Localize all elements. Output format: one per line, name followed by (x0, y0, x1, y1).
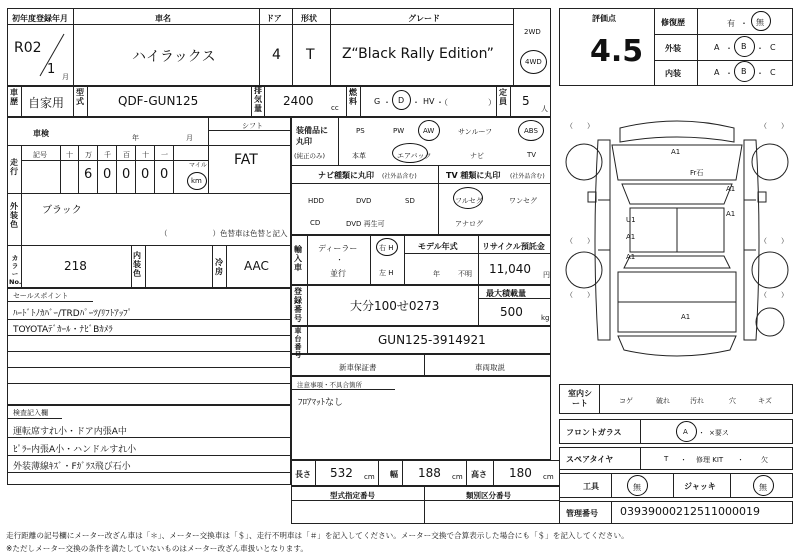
capacity: 5 (522, 94, 530, 108)
new-car-warranty: 新車保証書 (339, 363, 377, 372)
navi-title: ナビ種類に丸印 (318, 171, 374, 180)
width-cm: cm (452, 473, 463, 481)
displacement: 2400 (283, 94, 314, 108)
fuel-hv: HV (423, 97, 435, 106)
equip-aw: AW (423, 127, 435, 135)
color-no-label: カラーNo. (9, 254, 22, 286)
windshield-x: ×要ス (709, 429, 729, 437)
category: 自家用 (28, 96, 65, 110)
repair-no: 無 (756, 18, 764, 27)
color-label: 外装色 (10, 202, 18, 229)
shape: T (306, 47, 315, 63)
inspection-month: 月 (186, 134, 193, 142)
diagram-mark-6: A1 (681, 313, 691, 321)
digit-5: 0 (160, 167, 169, 182)
model-year-unit: 年 (433, 270, 440, 278)
unit-ichi: 一 (161, 151, 168, 159)
first-reg-label: 初年度登録年月 (12, 14, 68, 23)
windshield-a: A (683, 428, 688, 436)
model-label: 型式 (76, 88, 84, 106)
tv-title: TV 種類に丸印 (446, 171, 501, 180)
registration-value: 大分100せ0273 (350, 299, 440, 313)
width-label: 幅 (390, 470, 398, 479)
equip-navi: ナビ (470, 152, 484, 160)
recycle-value: 11,040 (489, 262, 531, 276)
repair-yes: 有 (727, 19, 735, 28)
diagram-bracket-tl: （ ） (566, 122, 594, 130)
seat-yogore: 汚れ (690, 397, 704, 405)
model-year-unknown: 不明 (458, 270, 472, 278)
mileage-symbol-label: 記号 (33, 151, 47, 159)
chassis-label: 車台番号 (294, 327, 302, 359)
grade-label: グレード (408, 14, 440, 23)
ext-b: B (741, 42, 747, 51)
equipment-label: 装備品に丸印 (296, 126, 328, 146)
color-value: ブラック (42, 205, 82, 216)
mgmt-label: 管理番号 (566, 509, 598, 518)
navi-title-sub: (社外品含む) (382, 173, 417, 180)
width-value: 188 (418, 466, 441, 480)
diagram-mark-fr: Fr石 (690, 169, 704, 177)
unit-ju2: 十 (142, 151, 149, 159)
fuel-dot2: ・ (412, 98, 420, 107)
spare-dot: ・ (680, 456, 687, 464)
digit-3: 0 (122, 167, 131, 182)
kg-unit: kg (541, 314, 550, 322)
diagram-bracket-br: （ ） (760, 291, 788, 299)
spare-none: 欠 (761, 456, 768, 464)
int-a: A (714, 68, 720, 77)
unit-sen: 千 (104, 151, 111, 159)
drive-2wd: 2WD (524, 28, 541, 36)
diagram-bracket-ml: （ ） (566, 237, 594, 245)
month-unit: 月 (62, 73, 69, 81)
int-dot2: ・ (756, 69, 764, 78)
type-no-label: 型式指定番号 (330, 491, 375, 500)
yen-unit: 円 (543, 271, 550, 279)
tools-value: 無 (633, 483, 641, 492)
length-label: 長さ (295, 470, 311, 479)
car-name-label: 車名 (155, 14, 171, 23)
repair-label: 修復歴 (661, 18, 685, 27)
diagram-bracket-mr: （ ） (760, 237, 788, 245)
import-dot: ・ (336, 256, 343, 264)
import-left-h: 左 H (379, 269, 394, 277)
recycle-label: リサイクル預託金 (482, 242, 545, 251)
length-value: 532 (330, 466, 353, 480)
digit-1: 6 (84, 167, 93, 182)
warranty-block (291, 354, 551, 376)
import-dealer: ディーラー (318, 244, 358, 253)
equip-pw: PW (393, 127, 405, 135)
int-c: C (770, 68, 776, 77)
color-no: 218 (64, 259, 87, 273)
repair-dot: ・ (740, 19, 748, 28)
spare-repair-kit: 修理 KIT (696, 456, 724, 464)
registration-label: 登録番号 (294, 287, 302, 323)
windshield-label: フロントガラス (566, 428, 622, 437)
model: QDF-GUN125 (118, 94, 199, 108)
diagram-mark-1: A1 (671, 148, 681, 156)
diagram-mark-3: A1 (726, 210, 736, 218)
first-reg-era: R02 (14, 40, 42, 56)
equipment-sub: (純正のみ) (294, 152, 326, 160)
score-label: 評価点 (592, 14, 616, 23)
inspector-title: 検査記入欄 (13, 409, 48, 417)
max-load: 500 (500, 305, 523, 319)
import-right-h: 右 H (379, 244, 394, 252)
shape-label: 形状 (301, 14, 317, 23)
grade: Z“Black Rally Edition” (342, 46, 494, 62)
windshield-dot: ・ (698, 429, 705, 437)
unit-man: 万 (85, 151, 92, 159)
inspector-line-2: ﾋﾟﾗｰ内張A小・ハンドルすれ小 (13, 445, 137, 455)
spare-dot2: ・ (737, 456, 744, 464)
ac: AAC (244, 259, 269, 273)
interior-color-label: 内装色 (133, 251, 141, 278)
ext-a: A (714, 43, 720, 52)
ac-label: 冷房 (215, 258, 223, 276)
sales-point-2: TOYOTAﾃﾞｶｰﾙ・ﾅﾋﾞBｶﾒﾗ (13, 325, 113, 335)
diagram-mark-5: A1 (626, 253, 636, 261)
tv-analog: アナログ (455, 220, 483, 228)
model-year-label: モデル年式 (418, 242, 458, 251)
km-label: km (191, 177, 202, 185)
person-unit: 人 (541, 105, 548, 113)
interior-seat-label: 室内シート (568, 389, 592, 408)
inspection-year: 年 (132, 134, 139, 142)
equip-tv: TV (527, 151, 537, 159)
diagram-mark-u1: U1 (626, 216, 636, 224)
inspector-line-1: 運転席すれ小・ドア内張A中 (13, 427, 127, 437)
capacity-label: 定員 (499, 88, 507, 106)
navi-cd: CD (310, 219, 321, 227)
navi-dvd-play: DVD 再生可 (346, 220, 385, 228)
unit-hyaku: 百 (123, 151, 130, 159)
unit-ju1: 十 (66, 151, 73, 159)
drive-4wd: 4WD (525, 58, 542, 66)
class-no-label: 類別区分番号 (466, 491, 511, 500)
sales-points-label: セールスポイント (13, 292, 69, 300)
seat-yabure: 破れ (656, 397, 670, 405)
equip-sunroof: サンルーフ (458, 128, 493, 136)
fuel-dot1: ・ (383, 98, 391, 107)
ext-dot2: ・ (756, 44, 764, 53)
equip-ps: PS (356, 127, 365, 135)
seat-koge: コゲ (619, 397, 633, 405)
shift: FAT (234, 152, 258, 168)
door-label: ドア (266, 14, 282, 23)
seat-kizu: キズ (758, 397, 772, 405)
interior-label: 内装 (665, 69, 681, 78)
caution-value: ﾌﾛｱﾏｯﾄなし (298, 398, 344, 408)
diagram-mark-4: A1 (626, 233, 636, 241)
length-cm: cm (364, 473, 375, 481)
fuel-paren: ・（ ） (436, 98, 496, 107)
footer-line-1: 走行距離の記号欄にメーター改ざん車は「＊」、メーター交換車は「＄」、走行不明車は「＃」を記入してください。メーター交換で合算表示した場合にも「＄」を記入してください。 (6, 531, 629, 540)
height-value: 180 (509, 466, 532, 480)
first-reg-month: 1 (47, 62, 56, 77)
diagram-bracket-bl: （ ） (566, 291, 594, 299)
car-name: ハイラックス (132, 49, 216, 65)
mile-label: マイル (189, 162, 207, 169)
displacement-label: 排気量 (254, 86, 262, 113)
max-load-label: 最大積載量 (486, 289, 526, 298)
ext-c: C (770, 43, 776, 52)
digit-4: 0 (141, 167, 150, 182)
chassis-value: GUN125-3914921 (378, 333, 486, 347)
height-cm: cm (543, 473, 554, 481)
mileage-label: 走行 (10, 158, 18, 176)
equip-abs: ABS (524, 127, 538, 135)
ext-dot1: ・ (725, 44, 733, 53)
equip-leather: 本革 (352, 152, 366, 160)
digit-2: 0 (103, 167, 112, 182)
diagram-bracket-tr: （ ） (760, 122, 788, 130)
mgmt-value: 0393900021251100001​9 (620, 505, 760, 518)
spare-tire-label: スペアタイヤ (566, 455, 614, 464)
fuel-label: 燃料 (349, 88, 357, 106)
tools-label: 工具 (583, 482, 599, 491)
jack-label: ジャッキ (684, 482, 716, 491)
tv-oneseg: ワンセグ (509, 197, 537, 205)
navi-hdd: HDD (308, 197, 325, 205)
spare-t: T (664, 455, 669, 463)
exterior-label: 外装 (665, 44, 681, 53)
int-dot1: ・ (725, 69, 733, 78)
jack-value: 無 (759, 483, 767, 492)
fuel-g: G (374, 97, 381, 106)
car-diagram (560, 100, 794, 375)
import-parallel: 並行 (330, 269, 346, 278)
tv-fullseg: フルセグ (455, 197, 483, 205)
doors: 4 (272, 47, 281, 63)
category-label: 車歴 (10, 88, 18, 106)
tv-title-sub: (社外品含む) (510, 173, 545, 180)
footer-line-2: ※ただしメーター交換の条件を満たしていないものはメーター改ざん車扱いとなります。 (6, 544, 308, 553)
sales-point-1: ﾊｰﾄﾞﾄﾉｶﾊﾞｰ/TRDﾊﾟｰﾂ/ﾘﾌﾄｱｯﾌﾟ (13, 309, 133, 319)
height-label: 高さ (471, 470, 487, 479)
caution-label: 注意事項・不具合箇所 (297, 381, 362, 389)
shift-label: シフト (242, 122, 263, 130)
inspector-line-3: 外装薄線ｷｽﾞ・Fｶﾞﾗｽ飛び石小 (13, 462, 131, 472)
navi-dvd: DVD (356, 197, 372, 205)
import-label: 輸入車 (294, 245, 302, 272)
fuel-d: D (398, 96, 405, 105)
diagram-mark-2: A1 (726, 185, 736, 193)
cc-unit: cc (331, 104, 339, 112)
navi-sd: SD (405, 197, 415, 205)
score-value: 4.5 (590, 34, 644, 69)
int-b: B (741, 67, 747, 76)
equip-airbag: エアバック (397, 152, 432, 160)
car-manual: 車両取説 (475, 363, 505, 372)
color-note: （ ）色替車は色替と記入 (160, 229, 288, 238)
seat-ana: 穴 (729, 397, 736, 405)
inspection-label: 車検 (33, 129, 49, 138)
